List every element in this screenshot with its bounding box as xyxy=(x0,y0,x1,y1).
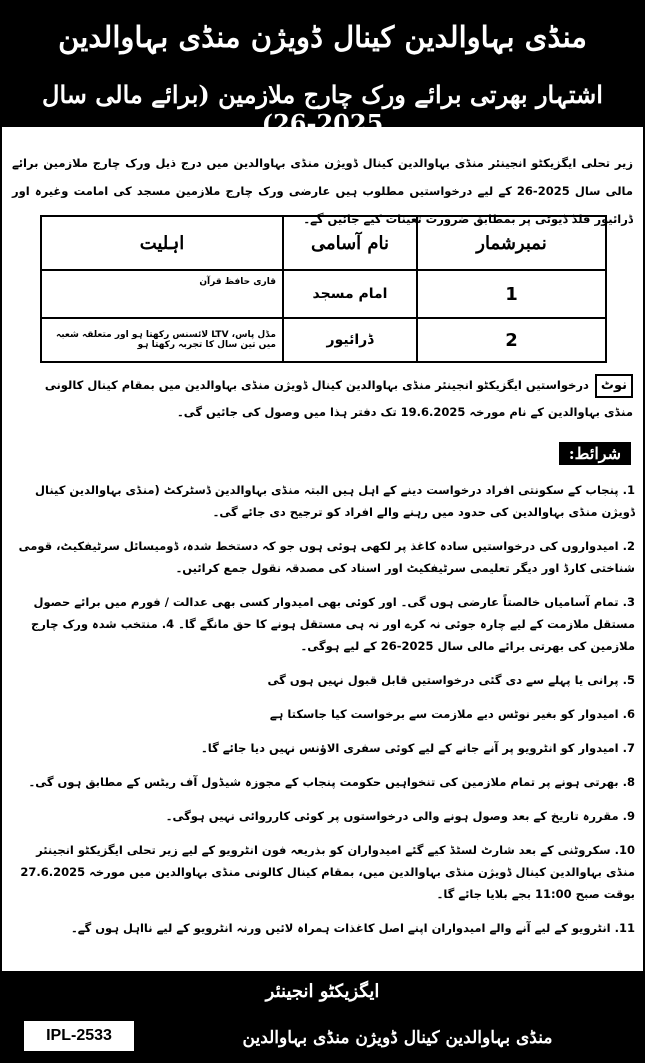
row-qualification: قاری حافظ قرآن xyxy=(41,270,283,318)
ipl-badge: IPL-2533 xyxy=(24,1021,134,1051)
note-text: درخواستیں ایگزیکٹو انجینئر منڈی بہاوالدین کینال ڈویژن منڈی بہاوالدین میں بمقام کینال کالونی منڈی بہاوالدین کے نام مورخہ 19.6.2025 تک دفتر ہذا میں وصول کی جائیں گی۔ xyxy=(44,378,633,419)
condition-item: 9. مقررہ تاریخ کے بعد وصول ہونے والی درخواستوں پر کوئی کارروائی نہیں ہوگی۔ xyxy=(165,809,635,823)
row-serial: 2 xyxy=(417,318,606,362)
note-paragraph xyxy=(12,372,633,426)
table-row xyxy=(41,318,606,362)
signatory-address: منڈی بہاوالدین کینال ڈویژن منڈی بہاوالدین xyxy=(242,1028,553,1048)
row-post: ڈرائیور xyxy=(283,318,417,362)
condition-item: 1. پنجاب کے سکونتی افراد درخواست دینے کے اہل ہیں البتہ منڈی بہاوالدین ڈسٹرکٹ (منڈی بہاوالدین کینال ڈویژن منڈی بہاوالدین کی حدود میں رہنے والے افراد کو ترجیح دی جائے گی۔ xyxy=(35,483,635,519)
header-banner xyxy=(2,2,643,138)
condition-item: 7. امیدوار کو انٹرویو پر آنے جانے کے لیے کوئی سفری الاؤنس نہیں دیا جائے گا۔ xyxy=(201,741,635,755)
footer-banner xyxy=(2,971,643,1061)
header-post: نام آسامی xyxy=(283,216,417,270)
conditions-list xyxy=(12,479,635,951)
table-header-row xyxy=(41,216,606,270)
row-serial: 1 xyxy=(417,270,606,318)
intro-paragraph: زیر تحلی ایگزیکٹو انجینئر منڈی بہاوالدین کینال ڈویژن منڈی بہاوالدین میں درج ذیل ورک چارج ملازمین برائے مالی سال 2025-26 کے لیے درخواستیں مطلوب ہیں عارضی ورک چارج ملازمین مسجد کی امامت وغیرہ اور ڈرائیور فلڈ ڈیوٹی پر بمطابق ضرورت تعینات کیے جائیں گے۔ xyxy=(12,156,633,226)
condition-item: 10. سکروٹنی کے بعد شارٹ لسٹڈ کیے گئے امیدواران کو بذریعہ فون انٹرویو کے لیے زیر تحلی ایگزیکٹو انجینئر منڈی بہاوالدین کینال ڈویژن منڈی بہاوالدین میں، بمقام کینال کالونی منڈی بہاوالدین میں مورخہ 27.6.2025 بوقت صبح 11:00 بجے بلایا جائے گا۔ xyxy=(20,843,635,901)
page-subtitle: اشتہار بھرتی برائے ورک چارج ملازمین (برائے مالی سال 2025-26) xyxy=(42,80,603,138)
condition-item: 3. تمام آسامیاں خالصتاً عارضی ہوں گی۔ اور کوئی بھی امیدوار کسی بھی عدالت / فورم میں برائے حصول مستقل ملازمت کے لیے چارہ جوئی نہ کرے اور نہ ہی مستقل ہونے کا حق مانگے گا۔ 4. منتخب شدہ ورک چارج ملازمین کی بھرتی برائے مالی سال 2025-26 کے لیے ہوگی۔ xyxy=(30,595,635,653)
condition-item: 11. انٹرویو کے لیے آنے والے امیدواران اپنے اصل کاغذات ہمراہ لائیں ورنہ انٹرویو کے لیے نااہل ہوں گے۔ xyxy=(71,921,635,935)
header-qualification: اہلیت xyxy=(41,216,283,270)
page-title: منڈی بہاوالدین کینال ڈویژن منڈی بہاوالدین xyxy=(58,20,587,54)
row-qualification: مڈل پاس، LTV لائسنس رکھتا ہو اور متعلقہ شعبہ میں تین سال کا تجربہ رکھتا ہو xyxy=(41,318,283,362)
condition-item: 5. پرانی یا پہلے سے دی گئی درخواستیں قابل قبول نہیں ہوں گی xyxy=(267,673,635,687)
row-post: امام مسجد xyxy=(283,270,417,318)
posts-table xyxy=(40,215,607,363)
condition-item: 6. امیدوار کو بغیر نوٹس دیے ملازمت سے برخواست کیا جاسکتا ہے xyxy=(269,707,635,721)
header-serial: نمبرشمار xyxy=(417,216,606,270)
note-label: نوٹ xyxy=(595,374,633,398)
condition-item: 2. امیدواروں کی درخواستیں سادہ کاغذ پر لکھی ہوئی ہوں جو کہ دستخط شدہ، ڈومیسائل سرٹیفکیٹ، قومی شناختی کارڈ اور دیگر تعلیمی سرٹیفکیٹ اور اسناد کی مصدقہ نقول جمع کرائیں۔ xyxy=(18,539,635,575)
signatory-title: ایگزیکٹو انجینئر xyxy=(265,981,380,1002)
table-row xyxy=(41,270,606,318)
condition-item: 8. بھرتی ہونے پر تمام ملازمین کی تنخواہیں حکومت پنجاب کے مجوزہ شیڈول آف ریٹس کے مطابق ہوں گی۔ xyxy=(28,775,635,789)
conditions-heading: شرائط: xyxy=(559,442,631,465)
